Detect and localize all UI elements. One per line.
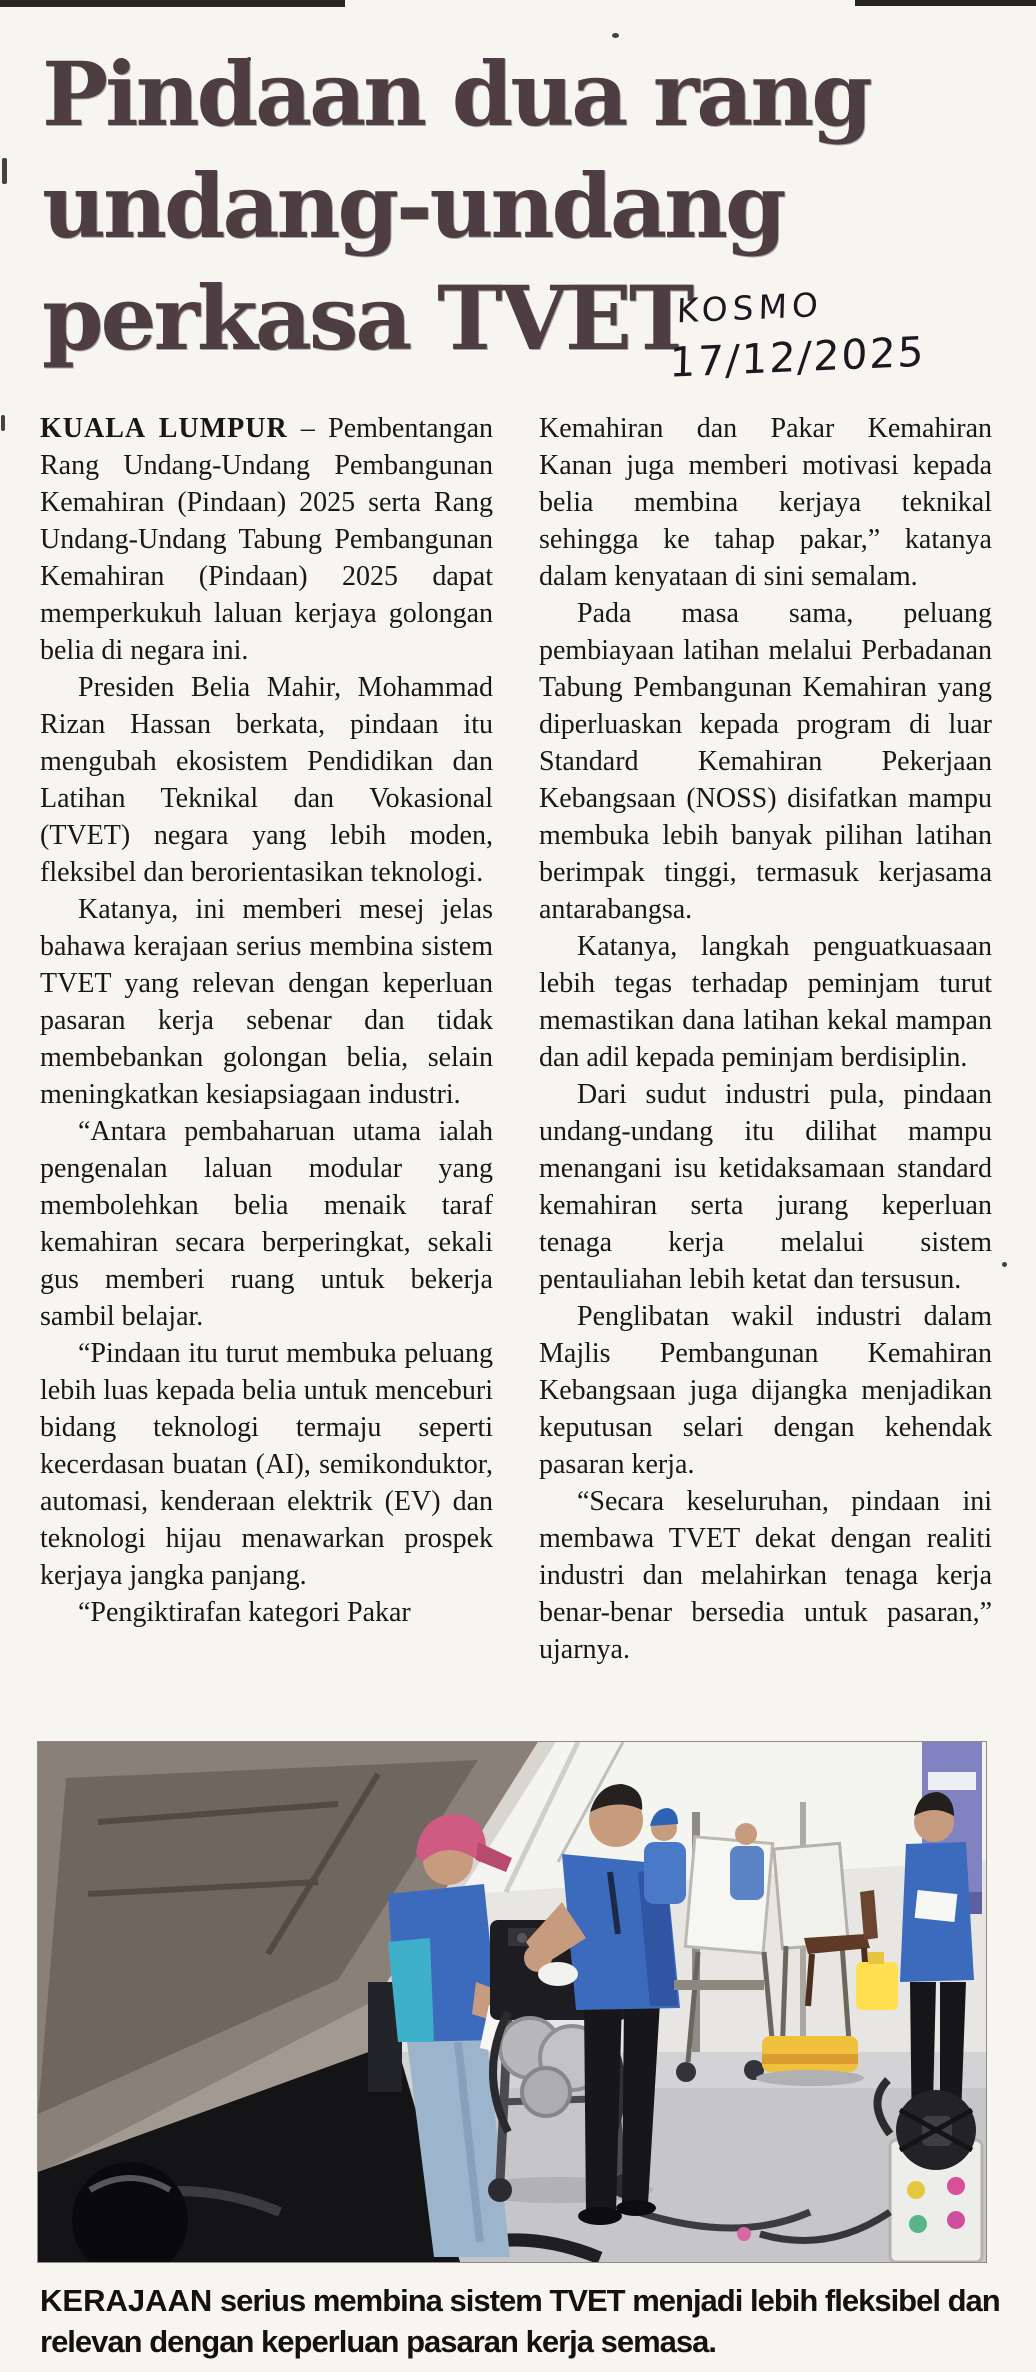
paragraph-text: – Pembentangan Rang Undang-Undang Pembangunan Kemahiran (Pindaan) 2025 serta Rang Undang-Undang Tabung Pembangunan Kemahiran (Pindaan) 2025 dapat memperkukuh laluan kerjaya golongan belia di negara ini. [40,413,493,666]
scan-speck [1002,1262,1007,1267]
yellow-jug [856,1962,898,2010]
scan-speck [1,415,5,431]
workshop-photo-illustration [38,1742,986,2262]
caption-lead: KERAJAAN [40,2283,213,2318]
caption-line-1 [40,2280,1000,2321]
article-body [40,410,992,1668]
paragraph-lead [40,410,493,669]
handwritten-publication-name: KOSMO [676,284,824,331]
article-column-2 [539,410,992,1668]
machine-button [947,2211,965,2229]
paragraph: Penglibatan wakil industri dalam Majlis Pembangunan Kemahiran Kebangsaan juga dijangka menjadikan keputusan selari dengan kehendak pasaran kerja. [539,1301,992,1480]
photo-caption [40,2280,1000,2362]
handwritten-annotation [668,280,928,387]
headline-line-3: perkasa TVET [42,266,692,370]
flipchart-board [774,1843,848,1948]
headline-line-2: undang-undang [42,154,784,258]
paragraph: Katanya, ini memberi mesej jelas bahawa kerajaan serius membina sistem TVET yang relevan dengan keperluan pasaran kerja sebenar dan tidak membebankan golongan belia, selain meningkatkan kesiapsiagaan industri. [40,894,493,1110]
paragraph: Pada masa sama, peluang pembiayaan latihan melalui Perbadanan Tabung Pembangunan Kemahiran yang diperluaskan kepada program di luar Standard Kemahiran Pekerjaan Kebangsaan (NOSS) disifatkan mampu membuka lebih banyak pilihan latihan berimpak tinggi, termasuk kerjasama antarabangsa. [539,598,992,925]
news-photo [38,1742,986,2262]
paragraph: Katanya, langkah penguatkuasaan lebih tegas terhadap peminjam turut memastikan dana latihan kekal mampan dan adil kepada peminjam berdisiplin. [539,931,992,1073]
machine-button [907,2181,925,2199]
paragraph: “Pindaan itu turut membuka peluang lebih luas kepada belia untuk menceburi bidang teknologi termaju seperti kecerdasan buatan (AI), semikonduktor, automasi, kenderaan elektrik (EV) dan teknologi hijau menawarkan prospek kerjaya jangka panjang. [40,1338,493,1591]
article-column-1 [40,410,493,1668]
handwritten-date: 17/12/2025 [668,327,927,387]
paragraph-continued-fragment: “Pengiktirafan kategori Pakar [78,1597,411,1628]
paragraph: Presiden Belia Mahir, Mohammad Rizan Hassan berkata, pindaan itu mengubah ekosistem Pendidikan dan Latihan Teknikal dan Vokasional (TVET) negara yang lebih moden, fleksibel dan berorientasikan teknologi. [40,672,493,888]
paragraph: Dari sudut industri pula, pindaan undang-undang itu dilihat mampu menangani isu ketidaksamaan standard kemahiran serta jurang keperluan tenaga kerja melalui sistem pentauliahan lebih ketat dan tersusun. [539,1079,992,1295]
caption-text: serius membina sistem TVET menjadi lebih fleksibel dan [219,2283,1000,2318]
background-worker [644,1842,686,1904]
caption-line-2: relevan dengan keperluan pasaran kerja semasa. [40,2324,716,2359]
scan-artifact-bar [855,0,1036,6]
paragraph-continuation: Kemahiran dan Pakar Kemahiran Kanan juga memberi motivasi kepada belia membina kerjaya teknikal sehingga ke tahap pakar,” katanya dalam kenyataan di sini semalam. [539,413,992,592]
scan-artifact-bar [0,0,345,7]
background-worker [730,1846,764,1900]
machine-button [909,2215,927,2233]
scan-speck [2,158,7,184]
machine-button [947,2177,965,2195]
paragraph: “Secara keseluruhan, pindaan ini membawa TVET dekat dengan realiti industri dan melahirkan tenaga kerja benar-benar bersedia untuk pasaran,” ujarnya. [539,1486,992,1665]
headline-line-1: Pindaan dua rang [42,42,870,146]
dateline: KUALA LUMPUR [40,413,288,444]
paragraph: “Antara pembaharuan utama ialah pengenalan laluan modular yang membolehkan belia menaik taraf kemahiran secara berperingkat, sekali gus memberi ruang untuk bekerja sambil belajar. [40,1116,493,1332]
